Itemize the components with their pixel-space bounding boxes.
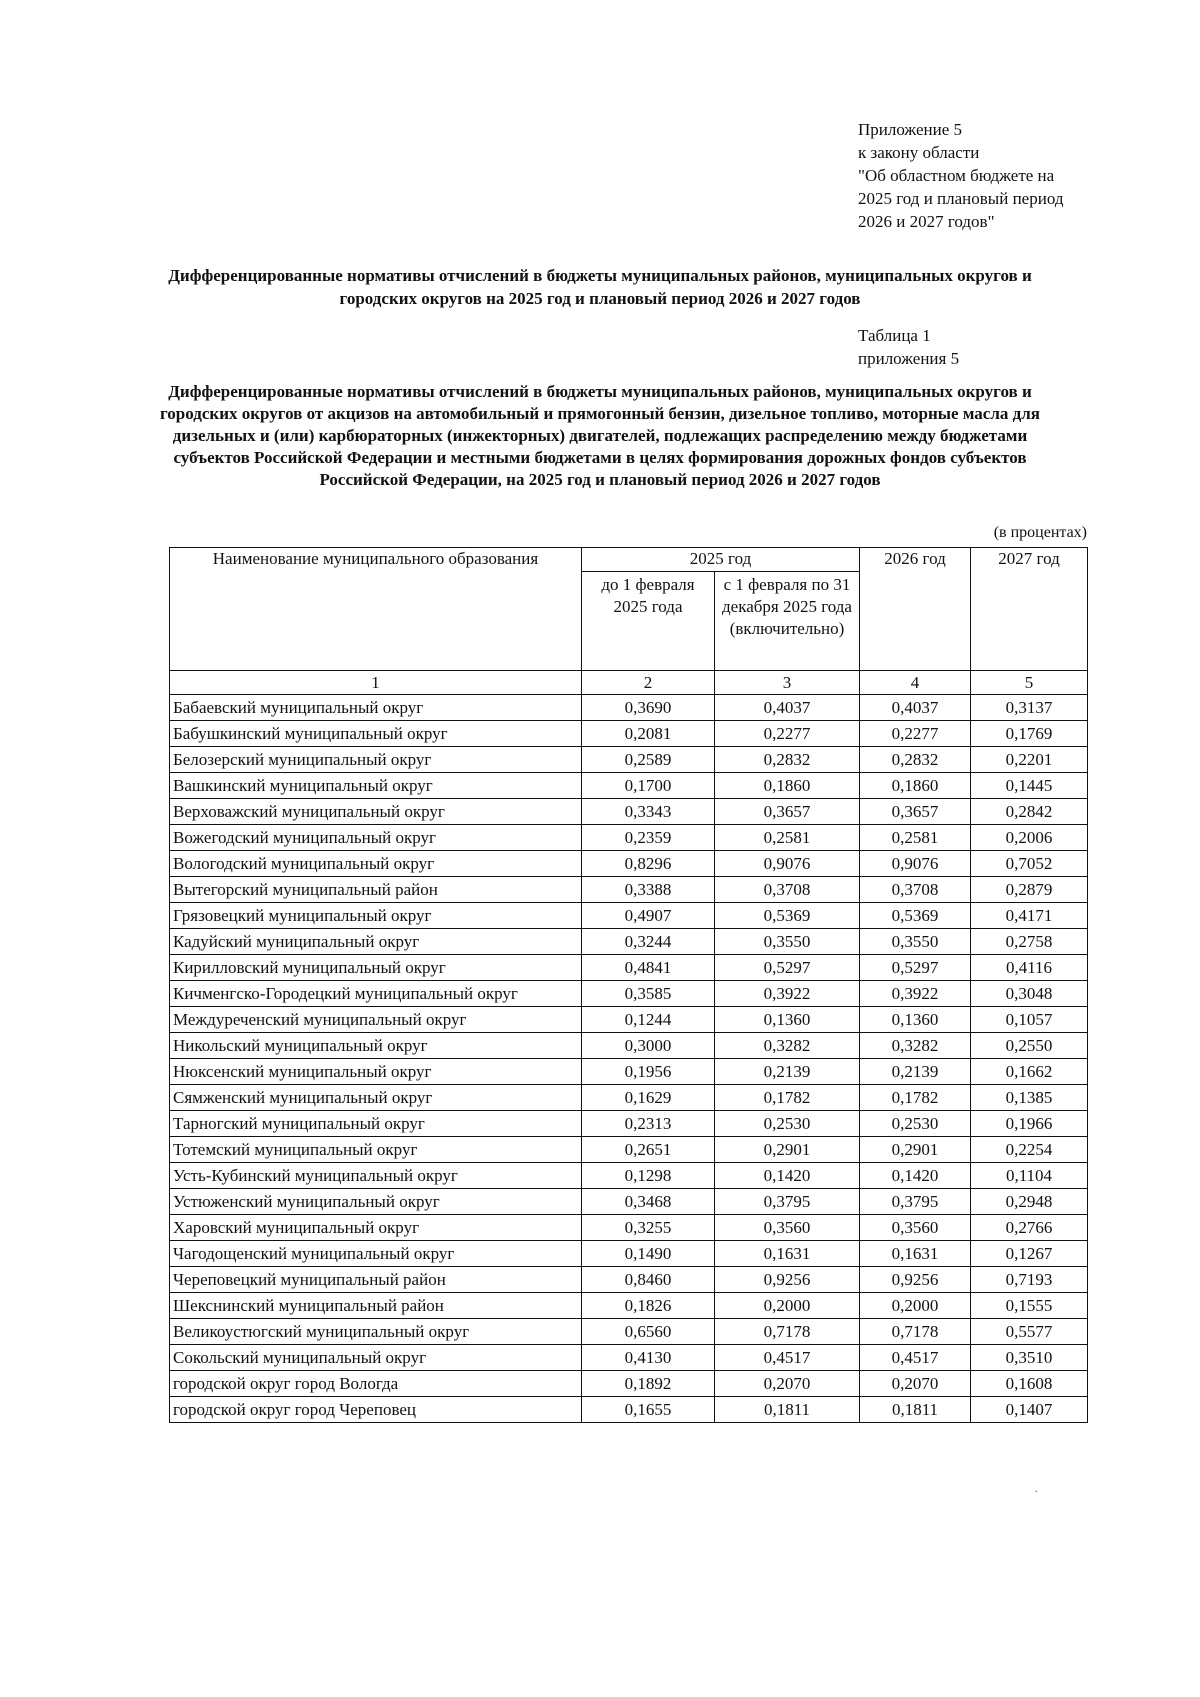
table-row [170, 1371, 1088, 1397]
value-from-feb-2025: 0,2277 [715, 721, 860, 747]
appendix-line: к закону области [858, 143, 980, 162]
value-2027: 0,2879 [971, 877, 1088, 903]
value-before-feb-2025: 0,3388 [582, 877, 715, 903]
table-subtitle: Дифференцированные нормативы отчислений в бюджеты муниципальных районов, муниципальных округов и городских округов от акцизов на автомобильный и прямогонный бензин, дизельное топливо, моторные масла для дизельных и (или) карбюраторных (инжекторных) двигателей, подлежащих распределению между бюджетами субъектов Российской Федерации и местными бюджетами в целях формирования дорожных фондов субъектов Российской Федерации, на 2025 год и плановый период 2026 и 2027 годов [160, 382, 1040, 489]
value-before-feb-2025: 0,1244 [582, 1007, 715, 1033]
value-from-feb-2025: 0,2581 [715, 825, 860, 851]
value-2026: 0,9256 [860, 1267, 971, 1293]
value-2026: 0,2581 [860, 825, 971, 851]
value-from-feb-2025: 0,1860 [715, 773, 860, 799]
value-before-feb-2025: 0,1298 [582, 1163, 715, 1189]
norms-table [169, 547, 1088, 1423]
value-from-feb-2025: 0,9076 [715, 851, 860, 877]
row-name-cell: Междуреченский муниципальный округ [170, 1007, 582, 1033]
table-row [170, 1033, 1088, 1059]
table-row [170, 721, 1088, 747]
appendix-line: Приложение 5 [858, 120, 962, 139]
value-2027: 0,4116 [971, 955, 1088, 981]
value-from-feb-2025: 0,3922 [715, 981, 860, 1007]
value-from-feb-2025: 0,3657 [715, 799, 860, 825]
value-2027: 0,7193 [971, 1267, 1088, 1293]
table-row [170, 1137, 1088, 1163]
column-number: 5 [971, 671, 1088, 695]
value-2027: 0,1966 [971, 1111, 1088, 1137]
value-from-feb-2025: 0,2530 [715, 1111, 860, 1137]
row-name-cell: городской округ город Вологда [170, 1371, 582, 1397]
header-name: Наименование муниципального образования [170, 548, 582, 671]
value-2027: 0,1608 [971, 1371, 1088, 1397]
value-before-feb-2025: 0,6560 [582, 1319, 715, 1345]
value-before-feb-2025: 0,2313 [582, 1111, 715, 1137]
column-number-row [170, 671, 1088, 695]
value-2027: 0,1407 [971, 1397, 1088, 1423]
row-name-cell: Кичменгско-Городецкий муниципальный округ [170, 981, 582, 1007]
value-from-feb-2025: 0,3282 [715, 1033, 860, 1059]
table-row [170, 773, 1088, 799]
value-2026: 0,1360 [860, 1007, 971, 1033]
value-2027: 0,5577 [971, 1319, 1088, 1345]
main-title: Дифференцированные нормативы отчислений в бюджеты муниципальных районов, муниципальных округов и городских округов на 2025 год и плановый период 2026 и 2027 годов [168, 266, 1032, 308]
value-from-feb-2025: 0,4037 [715, 695, 860, 721]
table-row [170, 1189, 1088, 1215]
row-name-cell: Чагодощенский муниципальный округ [170, 1241, 582, 1267]
row-name-cell: Бабаевский муниципальный округ [170, 695, 582, 721]
value-2027: 0,7052 [971, 851, 1088, 877]
column-number: 4 [860, 671, 971, 695]
table-row [170, 877, 1088, 903]
value-2027: 0,1057 [971, 1007, 1088, 1033]
value-2026: 0,3550 [860, 929, 971, 955]
row-name-cell: Харовский муниципальный округ [170, 1215, 582, 1241]
table-row [170, 1007, 1088, 1033]
value-before-feb-2025: 0,1490 [582, 1241, 715, 1267]
table-row [170, 1345, 1088, 1371]
value-from-feb-2025: 0,9256 [715, 1267, 860, 1293]
row-name-cell: Сямженский муниципальный округ [170, 1085, 582, 1111]
value-2027: 0,2201 [971, 747, 1088, 773]
value-2026: 0,7178 [860, 1319, 971, 1345]
value-2026: 0,5297 [860, 955, 971, 981]
value-2026: 0,2530 [860, 1111, 971, 1137]
value-2026: 0,3282 [860, 1033, 971, 1059]
row-name-cell: Череповецкий муниципальный район [170, 1267, 582, 1293]
value-2026: 0,3922 [860, 981, 971, 1007]
value-2026: 0,4037 [860, 695, 971, 721]
header-from-feb: с 1 февраля по 31 декабря 2025 года (включительно) [715, 572, 860, 671]
table-row [170, 1241, 1088, 1267]
table-row [170, 825, 1088, 851]
value-2027: 0,1555 [971, 1293, 1088, 1319]
value-2026: 0,3657 [860, 799, 971, 825]
table-row [170, 1085, 1088, 1111]
row-name-cell: Белозерский муниципальный округ [170, 747, 582, 773]
table-row [170, 695, 1088, 721]
value-2027: 0,1385 [971, 1085, 1088, 1111]
value-2027: 0,2758 [971, 929, 1088, 955]
value-before-feb-2025: 0,2589 [582, 747, 715, 773]
value-2026: 0,1811 [860, 1397, 971, 1423]
value-2026: 0,1860 [860, 773, 971, 799]
value-2026: 0,1631 [860, 1241, 971, 1267]
row-name-cell: Устюженский муниципальный округ [170, 1189, 582, 1215]
value-before-feb-2025: 0,2651 [582, 1137, 715, 1163]
header-2026: 2026 год [860, 548, 971, 671]
value-2026: 0,2277 [860, 721, 971, 747]
row-name-cell: Вологодский муниципальный округ [170, 851, 582, 877]
row-name-cell: Вытегорский муниципальный район [170, 877, 582, 903]
value-from-feb-2025: 0,2139 [715, 1059, 860, 1085]
value-from-feb-2025: 0,1631 [715, 1241, 860, 1267]
column-number: 1 [170, 671, 582, 695]
value-2027: 0,4171 [971, 903, 1088, 929]
value-2027: 0,1662 [971, 1059, 1088, 1085]
value-2026: 0,2070 [860, 1371, 971, 1397]
value-from-feb-2025: 0,1811 [715, 1397, 860, 1423]
value-before-feb-2025: 0,3690 [582, 695, 715, 721]
value-2026: 0,3795 [860, 1189, 971, 1215]
value-before-feb-2025: 0,1629 [582, 1085, 715, 1111]
table-note-line2: приложения 5 [858, 349, 960, 368]
row-name-cell: Вожегодский муниципальный округ [170, 825, 582, 851]
row-name-cell: Бабушкинский муниципальный округ [170, 721, 582, 747]
table-row [170, 1397, 1088, 1423]
appendix-line: 2025 год и плановый период [858, 189, 1064, 208]
value-from-feb-2025: 0,4517 [715, 1345, 860, 1371]
value-before-feb-2025: 0,8296 [582, 851, 715, 877]
value-before-feb-2025: 0,2359 [582, 825, 715, 851]
table-row [170, 955, 1088, 981]
table-row [170, 747, 1088, 773]
value-before-feb-2025: 0,3255 [582, 1215, 715, 1241]
table-row [170, 1215, 1088, 1241]
value-from-feb-2025: 0,7178 [715, 1319, 860, 1345]
table-row [170, 1111, 1088, 1137]
value-2027: 0,2006 [971, 825, 1088, 851]
value-from-feb-2025: 0,5369 [715, 903, 860, 929]
value-2026: 0,3708 [860, 877, 971, 903]
value-before-feb-2025: 0,8460 [582, 1267, 715, 1293]
value-before-feb-2025: 0,1655 [582, 1397, 715, 1423]
value-2027: 0,2766 [971, 1215, 1088, 1241]
table-row [170, 1293, 1088, 1319]
row-name-cell: Кадуйский муниципальный округ [170, 929, 582, 955]
value-2026: 0,3560 [860, 1215, 971, 1241]
table-row [170, 981, 1088, 1007]
value-2027: 0,2948 [971, 1189, 1088, 1215]
row-name-cell: Сокольский муниципальный округ [170, 1345, 582, 1371]
column-number: 2 [582, 671, 715, 695]
table-note-line1: Таблица 1 [858, 326, 931, 345]
row-name-cell: Кирилловский муниципальный округ [170, 955, 582, 981]
value-before-feb-2025: 0,3343 [582, 799, 715, 825]
value-2027: 0,3048 [971, 981, 1088, 1007]
row-name-cell: Тотемский муниципальный округ [170, 1137, 582, 1163]
row-name-cell: Вашкинский муниципальный округ [170, 773, 582, 799]
header-2027: 2027 год [971, 548, 1088, 671]
row-name-cell: Никольский муниципальный округ [170, 1033, 582, 1059]
value-2026: 0,4517 [860, 1345, 971, 1371]
value-2027: 0,1769 [971, 721, 1088, 747]
table-row [170, 1319, 1088, 1345]
value-from-feb-2025: 0,3550 [715, 929, 860, 955]
value-before-feb-2025: 0,4130 [582, 1345, 715, 1371]
value-2026: 0,1420 [860, 1163, 971, 1189]
table-row [170, 799, 1088, 825]
value-2026: 0,2832 [860, 747, 971, 773]
row-name-cell: Грязовецкий муниципальный округ [170, 903, 582, 929]
table-row [170, 903, 1088, 929]
table-row [170, 1267, 1088, 1293]
value-2026: 0,2139 [860, 1059, 971, 1085]
header-2025: 2025 год [582, 548, 860, 572]
value-2026: 0,2000 [860, 1293, 971, 1319]
value-from-feb-2025: 0,3560 [715, 1215, 860, 1241]
value-2027: 0,1267 [971, 1241, 1088, 1267]
value-before-feb-2025: 0,3585 [582, 981, 715, 1007]
value-from-feb-2025: 0,3795 [715, 1189, 860, 1215]
value-from-feb-2025: 0,3708 [715, 877, 860, 903]
row-name-cell: городской округ город Череповец [170, 1397, 582, 1423]
value-2027: 0,1445 [971, 773, 1088, 799]
appendix-line: "Об областном бюджете на [858, 166, 1055, 185]
value-before-feb-2025: 0,4841 [582, 955, 715, 981]
header-before-feb: до 1 февраля 2025 года [582, 572, 715, 671]
row-name-cell: Усть-Кубинский муниципальный округ [170, 1163, 582, 1189]
value-from-feb-2025: 0,1782 [715, 1085, 860, 1111]
value-2027: 0,3510 [971, 1345, 1088, 1371]
row-name-cell: Верховажский муниципальный округ [170, 799, 582, 825]
value-2026: 0,2901 [860, 1137, 971, 1163]
table-body [170, 695, 1088, 1423]
value-from-feb-2025: 0,2000 [715, 1293, 860, 1319]
value-before-feb-2025: 0,3244 [582, 929, 715, 955]
table-row [170, 929, 1088, 955]
appendix-header [858, 118, 1178, 233]
table-note [858, 324, 959, 370]
value-before-feb-2025: 0,4907 [582, 903, 715, 929]
value-2026: 0,9076 [860, 851, 971, 877]
value-before-feb-2025: 0,1700 [582, 773, 715, 799]
scan-mark: . [1035, 1484, 1038, 1495]
row-name-cell: Нюксенский муниципальный округ [170, 1059, 582, 1085]
units-note: (в процентах) [993, 524, 1087, 541]
value-2027: 0,3137 [971, 695, 1088, 721]
value-2027: 0,2254 [971, 1137, 1088, 1163]
table-row [170, 1059, 1088, 1085]
value-from-feb-2025: 0,2832 [715, 747, 860, 773]
value-from-feb-2025: 0,1360 [715, 1007, 860, 1033]
value-2026: 0,5369 [860, 903, 971, 929]
value-before-feb-2025: 0,2081 [582, 721, 715, 747]
row-name-cell: Тарногский муниципальный округ [170, 1111, 582, 1137]
value-from-feb-2025: 0,2070 [715, 1371, 860, 1397]
value-2027: 0,1104 [971, 1163, 1088, 1189]
value-from-feb-2025: 0,5297 [715, 955, 860, 981]
value-before-feb-2025: 0,3000 [582, 1033, 715, 1059]
value-before-feb-2025: 0,3468 [582, 1189, 715, 1215]
row-name-cell: Великоустюгский муниципальный округ [170, 1319, 582, 1345]
appendix-line: 2026 и 2027 годов" [858, 212, 995, 231]
row-name-cell: Шекснинский муниципальный район [170, 1293, 582, 1319]
value-2027: 0,2550 [971, 1033, 1088, 1059]
value-before-feb-2025: 0,1892 [582, 1371, 715, 1397]
value-2027: 0,2842 [971, 799, 1088, 825]
value-before-feb-2025: 0,1826 [582, 1293, 715, 1319]
value-before-feb-2025: 0,1956 [582, 1059, 715, 1085]
value-from-feb-2025: 0,2901 [715, 1137, 860, 1163]
table-row [170, 851, 1088, 877]
value-from-feb-2025: 0,1420 [715, 1163, 860, 1189]
value-2026: 0,1782 [860, 1085, 971, 1111]
column-number: 3 [715, 671, 860, 695]
table-row [170, 1163, 1088, 1189]
